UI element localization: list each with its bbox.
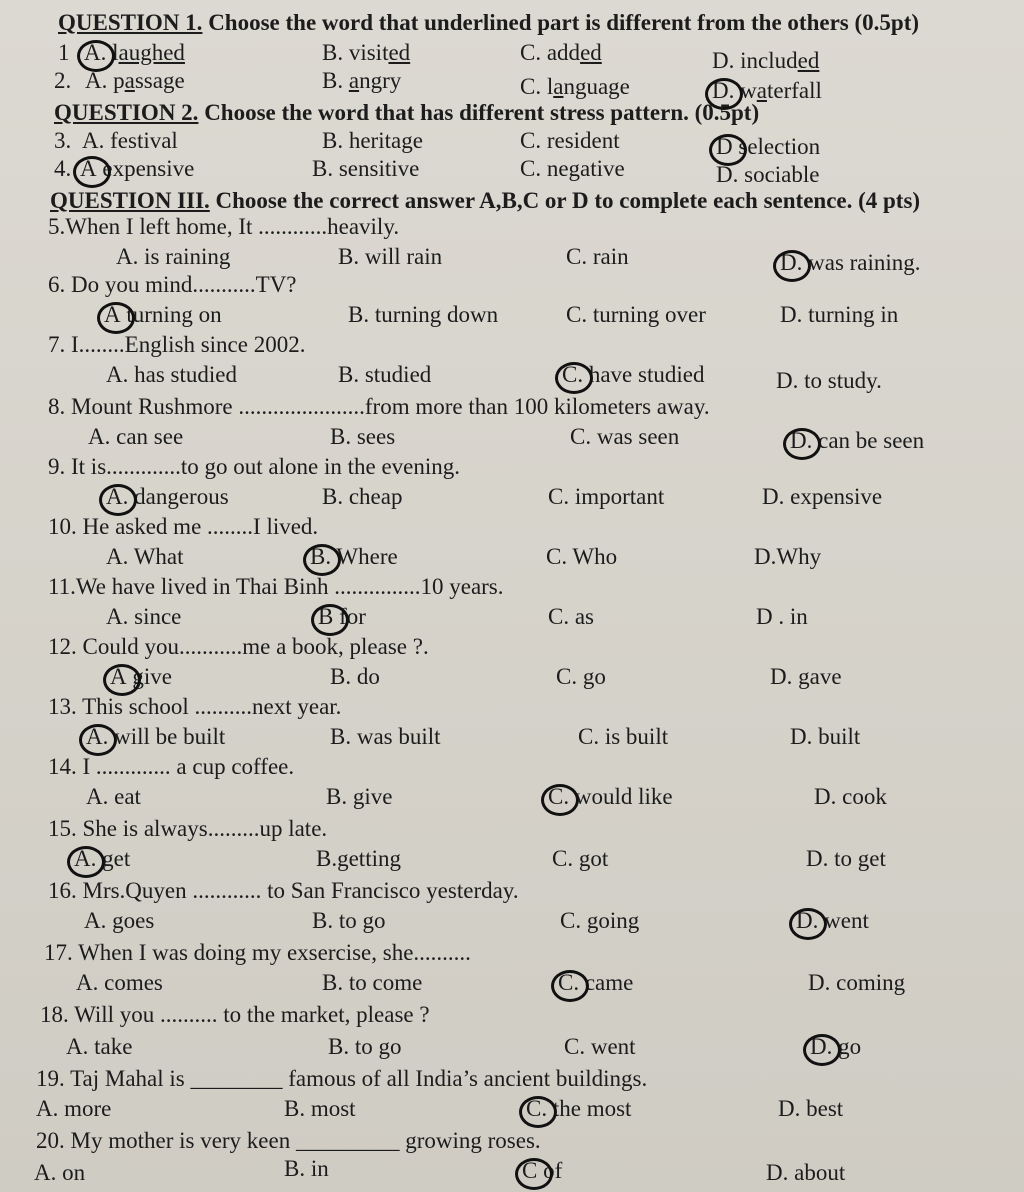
option-c[interactable]: C. language [520, 74, 630, 99]
option-d[interactable]: D. to get [806, 846, 886, 871]
question-options-16 [0, 906, 1024, 936]
option-a[interactable]: A. What [106, 544, 184, 569]
option-d[interactable]: D. sociable [716, 162, 820, 187]
option-b[interactable]: B. in [284, 1156, 329, 1181]
question-stem: 3. [54, 128, 72, 153]
option-d[interactable]: D. coming [808, 970, 906, 995]
answer-circle: D. [790, 426, 812, 456]
option-d[interactable]: D. included [712, 48, 820, 73]
answer-circle: C [522, 1156, 537, 1186]
answer-circle: A. [74, 844, 96, 874]
question-2-heading [0, 98, 1024, 128]
option-b[interactable]: B. sees [330, 424, 396, 449]
option-d[interactable]: D. gave [770, 664, 842, 689]
answer-circle: C. [558, 968, 579, 998]
option-c[interactable]: C. going [560, 908, 640, 933]
question-stem-5: 5.When I left home, It ............heavily. [48, 214, 400, 239]
option-a[interactable]: A turning on [104, 300, 222, 330]
option-a[interactable]: A. festival [82, 128, 178, 153]
option-c[interactable]: C. turning over [566, 302, 706, 327]
option-b[interactable]: B. was built [330, 724, 441, 749]
question-item-4 [0, 154, 1024, 187]
answer-circle: D. [780, 248, 802, 278]
option-a[interactable]: A. eat [86, 784, 141, 809]
option-d[interactable]: D . in [756, 604, 808, 629]
option-a[interactable]: A. since [106, 604, 182, 629]
option-d[interactable]: D. to study. [776, 368, 882, 393]
question-options-5 [0, 242, 1024, 275]
option-c[interactable]: C. came [558, 968, 633, 998]
option-d[interactable]: D. can be seen [790, 426, 924, 456]
option-a[interactable]: A. laughed [84, 38, 185, 68]
option-c[interactable]: C. Who [546, 544, 618, 569]
question-stem-17: 17. When I was doing my exsercise, she.......... [44, 940, 471, 965]
option-b[interactable]: B. to come [322, 970, 423, 995]
question-stem-20: 20. My mother is very keen _________ growing roses. [36, 1128, 541, 1153]
option-a[interactable]: A. take [66, 1034, 133, 1059]
option-b[interactable]: B. visited [322, 40, 411, 65]
option-b[interactable]: B. angry [322, 68, 402, 93]
question-item-1 [0, 38, 1024, 73]
option-d[interactable]: D.Why [754, 544, 822, 569]
answer-circle: A. [86, 722, 108, 752]
answer-circle: A [110, 662, 127, 692]
option-a[interactable]: A. comes [76, 970, 163, 995]
option-a[interactable]: A. is raining [116, 244, 231, 269]
option-c[interactable]: C. important [548, 484, 665, 509]
section-instruction: Choose the word that underlined part is different from the others (0.5pt) [202, 10, 920, 35]
option-b[interactable]: B for [318, 602, 366, 632]
option-a[interactable]: A. will be built [86, 722, 225, 752]
question-options-6 [0, 300, 1024, 330]
question-options-14 [0, 782, 1024, 812]
question-stem-7: 7. I........English since 2002. [48, 332, 306, 357]
option-b[interactable]: B. heritage [322, 128, 423, 153]
option-c[interactable]: C. go [556, 664, 606, 689]
question-options-18 [0, 1032, 1024, 1062]
option-a[interactable]: A. has studied [106, 362, 237, 387]
option-d[interactable]: D selection [716, 132, 820, 162]
question-1-heading [0, 8, 1024, 38]
option-b[interactable]: B. most [284, 1096, 356, 1121]
option-b[interactable]: B. do [330, 664, 380, 689]
option-d[interactable]: D. go [810, 1032, 861, 1062]
answer-circle: A. [84, 38, 106, 68]
section-instruction: Choose the correct answer A,B,C or D to complete each sentence. (4 pts) [209, 188, 921, 213]
section-instruction: Choose the word that has different stress pattern. (0.5pt) [198, 100, 760, 125]
option-c[interactable]: C. added [520, 40, 602, 65]
answer-circle: D [716, 132, 733, 162]
option-b[interactable]: B. turning down [348, 302, 499, 327]
question-stem-15: 15. She is always.........up late. [48, 816, 328, 841]
question-options-8 [0, 422, 1024, 452]
option-a[interactable]: A. on [34, 1160, 86, 1185]
option-d[interactable]: D. waterfall [712, 76, 822, 106]
option-b[interactable]: B. to go [312, 908, 386, 933]
option-c[interactable]: C. was seen [570, 424, 680, 449]
answer-circle: A [80, 154, 97, 184]
option-b[interactable]: B. Where [310, 542, 398, 572]
answer-circle: C. [562, 360, 583, 390]
question-options-12 [0, 662, 1024, 692]
answer-circle: A [104, 300, 121, 330]
question-item-2 [0, 66, 1024, 103]
answer-circle: C. [548, 782, 569, 812]
option-d[interactable]: D. turning in [780, 302, 899, 327]
question-stem-8: 8. Mount Rushmore ......................from more than 100 kilometers away. [48, 394, 710, 419]
option-b[interactable]: B. give [326, 784, 393, 809]
question-stem: 1 [58, 40, 70, 65]
question-stem-13: 13. This school ..........next year. [48, 694, 342, 719]
option-d[interactable]: D. went [796, 906, 869, 936]
question-stem-14: 14. I ............. a cup coffee. [48, 754, 295, 779]
option-c[interactable]: C. rain [566, 244, 629, 269]
option-b[interactable]: B. studied [338, 362, 432, 387]
option-c[interactable]: C. negative [520, 156, 625, 181]
option-b[interactable]: B.getting [316, 846, 401, 871]
option-c[interactable]: C. as [548, 604, 595, 629]
section-label: QUESTION III. [50, 188, 210, 213]
option-d[interactable]: D. best [778, 1096, 844, 1121]
option-c[interactable]: C of [522, 1156, 562, 1186]
question-stem-12: 12. Could you...........me a book, please ?. [48, 634, 429, 659]
question-stem-16: 16. Mrs.Quyen ............ to San Francisco yesterday. [48, 878, 519, 903]
question-item-3 [0, 126, 1024, 159]
answer-circle: C. [526, 1094, 547, 1124]
option-d[interactable]: D. expensive [762, 484, 883, 509]
option-b[interactable]: B. will rain [338, 244, 443, 269]
option-b[interactable]: B. cheap [322, 484, 403, 509]
answer-circle: A. [106, 482, 128, 512]
option-d[interactable]: D. built [790, 724, 861, 749]
section-label: QUESTION 1. [58, 10, 203, 35]
option-d[interactable]: D. was raining. [780, 248, 921, 278]
question-options-7 [0, 360, 1024, 393]
option-c[interactable]: C. have studied [562, 360, 704, 390]
option-c[interactable]: C. would like [548, 782, 673, 812]
answer-circle: D. [796, 906, 818, 936]
option-a[interactable]: A. dangerous [106, 482, 229, 512]
option-a[interactable]: A expensive [80, 154, 194, 184]
option-c[interactable]: C. resident [520, 128, 620, 153]
question-options-15 [0, 844, 1024, 874]
option-b[interactable]: B. sensitive [312, 156, 420, 181]
option-c[interactable]: C. went [564, 1034, 636, 1059]
question-options-20 [0, 1158, 1024, 1188]
answer-circle: D. [712, 76, 734, 106]
answer-circle: D. [810, 1032, 832, 1062]
option-d[interactable]: D. about [766, 1160, 846, 1185]
question-options-13 [0, 722, 1024, 752]
option-d[interactable]: D. cook [814, 784, 887, 809]
option-c[interactable]: C. is built [578, 724, 669, 749]
option-b[interactable]: B. to go [328, 1034, 402, 1059]
question-stem-19: 19. Taj Mahal is ________ famous of all India’s ancient buildings. [36, 1066, 648, 1091]
answer-circle: B [318, 602, 333, 632]
question-options-17 [0, 968, 1024, 998]
option-a[interactable]: A. can see [88, 424, 184, 449]
option-a[interactable]: A give [110, 662, 172, 692]
question-options-9 [0, 482, 1024, 512]
section-label: QUESTION 2. [54, 100, 199, 125]
question-options-11 [0, 602, 1024, 632]
option-c[interactable]: C. the most [526, 1094, 631, 1124]
option-a[interactable]: A. get [74, 844, 130, 874]
question-stem-18: 18. Will you .......... to the market, please ? [40, 1002, 430, 1027]
question-stem-11: 11.We have lived in Thai Binh ...............10 years. [48, 574, 504, 599]
option-a[interactable]: A. more [36, 1096, 112, 1121]
question-stem-9: 9. It is.............to go out alone in the evening. [48, 454, 461, 479]
option-c[interactable]: C. got [552, 846, 609, 871]
answer-circle: B. [310, 542, 331, 572]
question-stem-6: 6. Do you mind...........TV? [48, 272, 297, 297]
question-options-19 [0, 1094, 1024, 1124]
question-stem: 2. [54, 68, 72, 93]
question-options-10 [0, 542, 1024, 572]
option-a[interactable]: A. goes [84, 908, 155, 933]
question-stem: 4. [54, 156, 72, 181]
question-stem-10: 10. He asked me ........I lived. [48, 514, 319, 539]
option-a[interactable]: A. passage [85, 68, 185, 93]
